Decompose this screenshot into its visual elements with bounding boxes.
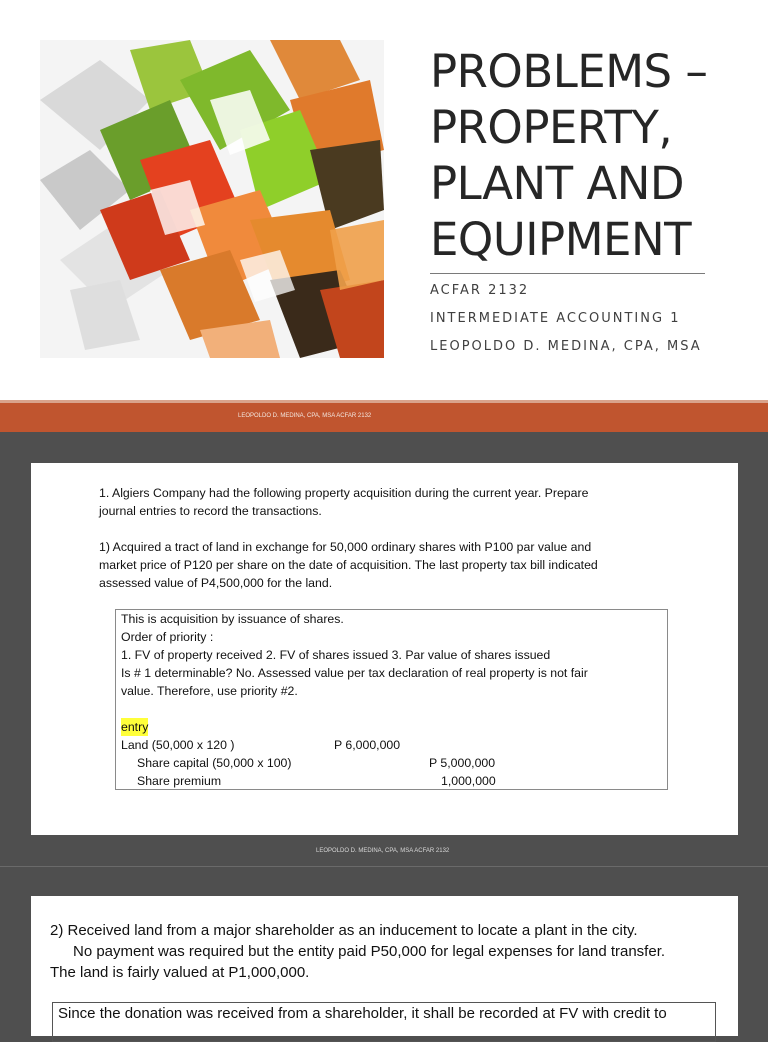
text-line: 1. Algiers Company had the following property acquisition during the current year. Prepare bbox=[99, 486, 589, 500]
entry-account: Land (50,000 x 120 ) bbox=[121, 738, 235, 752]
footer-band bbox=[0, 400, 768, 432]
slide1-footer: LEOPOLDO D. MEDINA, CPA, MSA ACFAR 2132 bbox=[238, 413, 372, 419]
text-line: 2) Received land from a major shareholder as an inducement to locate a plant in the city. bbox=[50, 922, 638, 939]
solution-line: Since the donation was received from a shareholder, it shall be recorded at FV with credit to bbox=[58, 1005, 667, 1022]
problem-slide-2 bbox=[31, 896, 738, 1036]
problem-slide-1 bbox=[31, 463, 738, 835]
solution-line: value. Therefore, use priority #2. bbox=[121, 684, 298, 698]
solution-line: 1. FV of property received 2. FV of shares issued 3. Par value of shares issued bbox=[121, 648, 551, 662]
problem-paragraph bbox=[99, 538, 598, 592]
text-line: No payment was required but the entity paid P50,000 for legal expenses for land transfer. bbox=[73, 943, 666, 960]
text-line: 1) Acquired a tract of land in exchange for 50,000 ordinary shares with P100 par value and bbox=[99, 540, 592, 554]
title-line: PROPERTY, bbox=[430, 101, 673, 154]
slide-divider bbox=[0, 866, 768, 867]
entry-account: Share premium bbox=[137, 774, 222, 788]
entry-label: entry bbox=[121, 720, 149, 734]
entry-debit: P 6,000,000 bbox=[334, 738, 401, 752]
solution-box bbox=[115, 609, 668, 790]
intro-paragraph bbox=[99, 484, 588, 520]
text-line: assessed value of P4,500,000 for the land. bbox=[99, 576, 333, 590]
solution-line: This is acquisition by issuance of shares. bbox=[121, 612, 344, 626]
entry-account: Share capital (50,000 x 100) bbox=[137, 756, 292, 770]
text-line: The land is fairly valued at P1,000,000. bbox=[50, 964, 310, 981]
instructor-name: LEOPOLDO D. MEDINA, CPA, MSA bbox=[430, 339, 702, 354]
course-name: INTERMEDIATE ACCOUNTING 1 bbox=[430, 311, 681, 326]
slide-title bbox=[430, 44, 760, 268]
slide2-footer: LEOPOLDO D. MEDINA, CPA, MSA ACFAR 2132 bbox=[316, 848, 450, 854]
solution-line: Is # 1 determinable? No. Assessed value per tax declaration of real property is not fair bbox=[121, 666, 588, 680]
solution-line: Order of priority : bbox=[121, 630, 214, 644]
text-line: journal entries to record the transactions. bbox=[99, 504, 322, 518]
solution-box bbox=[52, 1002, 716, 1042]
abstract-cubes-image bbox=[40, 40, 384, 358]
text-line: market price of P120 per share on the date of acquisition. The last property tax bill indicated bbox=[99, 558, 598, 572]
entry-credit: 1,000,000 bbox=[441, 774, 496, 788]
title-slide bbox=[0, 0, 768, 400]
entry-credit: P 5,000,000 bbox=[429, 756, 496, 770]
course-code: ACFAR 2132 bbox=[430, 283, 530, 298]
title-line: PLANT AND bbox=[430, 157, 685, 210]
title-line: EQUIPMENT bbox=[430, 213, 692, 266]
title-divider bbox=[430, 273, 705, 274]
title-line: PROBLEMS – bbox=[430, 45, 708, 98]
